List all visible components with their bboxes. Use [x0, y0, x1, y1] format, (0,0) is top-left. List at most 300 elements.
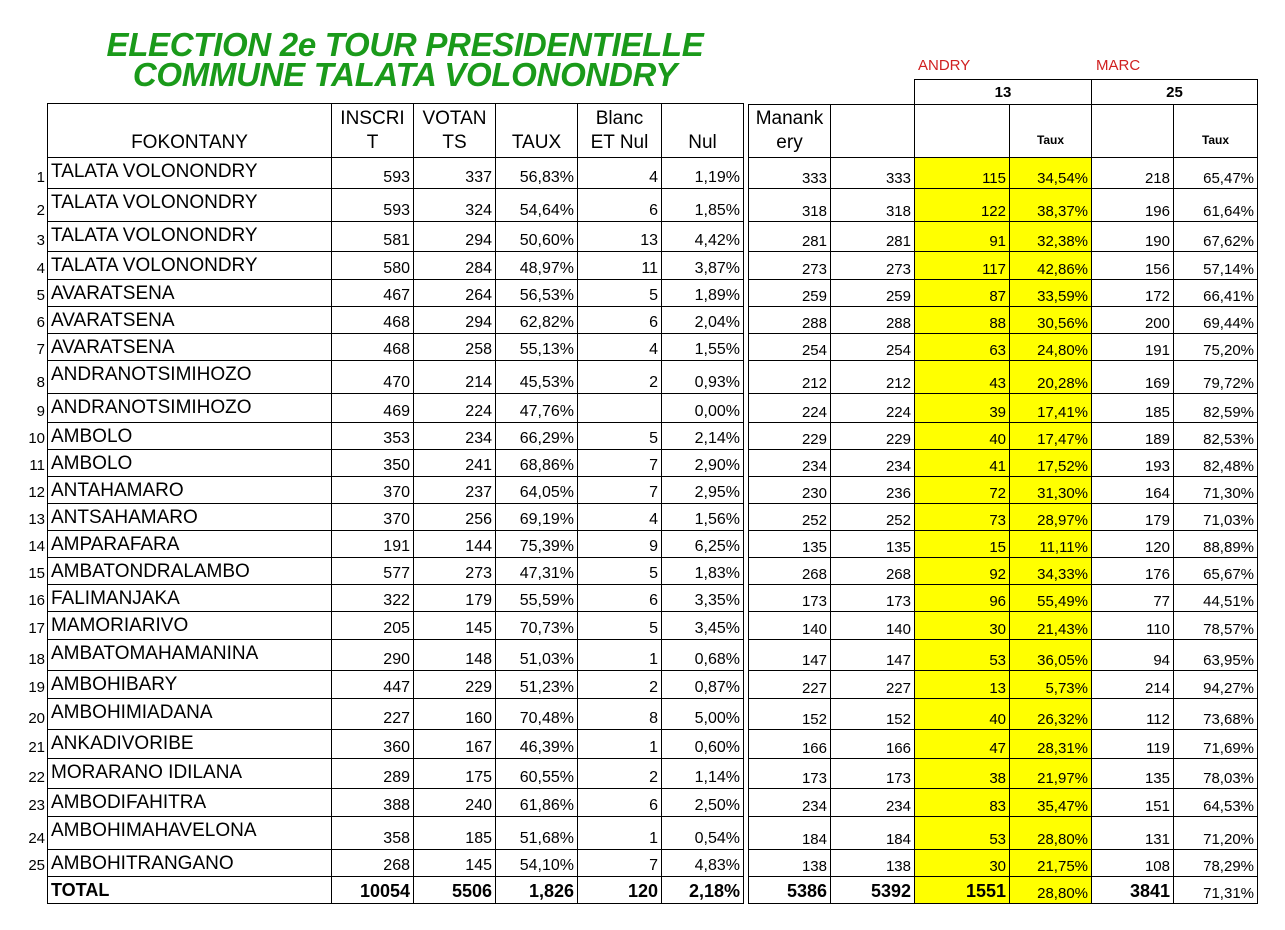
table-row-right: [749, 222, 1258, 252]
cell-blanc: 7: [578, 850, 662, 877]
cell-blanc: 6: [578, 789, 662, 817]
cell-manankery: 147: [749, 640, 831, 671]
cell-nul: 2,04%: [662, 307, 744, 334]
cell-exprimes: 227: [831, 671, 915, 699]
cell-blanc: 1: [578, 817, 662, 850]
cell-exprimes: 147: [831, 640, 915, 671]
cell-blanc: 5: [578, 280, 662, 307]
table-row: [48, 394, 744, 423]
row-number: 7: [36, 341, 45, 358]
cell-blanc: [578, 394, 662, 423]
cell-marc-taux: 65,47%: [1174, 158, 1258, 189]
table-row: [48, 699, 744, 730]
cell-nul: 2,50%: [662, 789, 744, 817]
cell-blanc: 6: [578, 189, 662, 222]
fokontany-name: AMBODIFAHITRA: [48, 789, 332, 817]
cell-taux: 51,03%: [496, 640, 578, 671]
cell-votants: 294: [414, 222, 496, 252]
results-table-right: [748, 79, 1258, 904]
total-row-right: [749, 877, 1258, 904]
header-marc-votes: [1092, 105, 1174, 158]
fokontany-name: TOTAL: [48, 877, 332, 904]
cell-andry-taux: 28,97%: [1010, 504, 1092, 531]
cell-andry-taux: 34,54%: [1010, 158, 1092, 189]
cell-nul: 2,95%: [662, 477, 744, 504]
cell-andry-taux: 26,32%: [1010, 699, 1092, 730]
fokontany-name: AVARATSENA: [48, 334, 332, 361]
cell-andry-votes: 38: [915, 759, 1010, 789]
cell-andry-taux: 17,47%: [1010, 423, 1092, 450]
cell-nul: 1,55%: [662, 334, 744, 361]
cell-blanc: 2: [578, 361, 662, 394]
table-row-right: [749, 850, 1258, 877]
header-votants-l1: VOTAN: [422, 108, 487, 129]
cell-marc-votes: 112: [1092, 699, 1174, 730]
cell-andry-taux: 17,41%: [1010, 394, 1092, 423]
cell-exprimes: 224: [831, 394, 915, 423]
cell-nul: 4,42%: [662, 222, 744, 252]
row-number: 20: [28, 710, 45, 727]
table-row-right: [749, 671, 1258, 699]
cell-blanc: 4: [578, 334, 662, 361]
cell-andry-taux: 35,47%: [1010, 789, 1092, 817]
fokontany-name: AMBOHIBARY: [48, 671, 332, 699]
cell-votants: 5506: [414, 877, 496, 904]
candidate-number-25: 25: [1092, 80, 1258, 105]
cell-marc-taux: 71,31%: [1174, 877, 1258, 904]
cell-taux: 54,10%: [496, 850, 578, 877]
fokontany-name: TALATA VOLONONDRY: [48, 158, 332, 189]
cell-exprimes: 252: [831, 504, 915, 531]
cell-votants: 258: [414, 334, 496, 361]
cell-marc-taux: 82,53%: [1174, 423, 1258, 450]
cell-marc-taux: 73,68%: [1174, 699, 1258, 730]
table-row: [48, 252, 744, 280]
cell-inscrit: 360: [332, 730, 414, 759]
cell-votants: 337: [414, 158, 496, 189]
cell-andry-taux: 42,86%: [1010, 252, 1092, 280]
table-row-right: [749, 252, 1258, 280]
table-row: [48, 585, 744, 612]
cell-manankery: 173: [749, 759, 831, 789]
header-inscrit-l2: T: [366, 132, 379, 153]
cell-taux: 56,53%: [496, 280, 578, 307]
header-inscrit-l1: INSCRI: [340, 108, 405, 129]
table-row: [48, 640, 744, 671]
fokontany-name: AVARATSENA: [48, 307, 332, 334]
fokontany-name: AMBATONDRALAMBO: [48, 558, 332, 585]
cell-exprimes: 254: [831, 334, 915, 361]
cell-taux: 64,05%: [496, 477, 578, 504]
fokontany-name: AMBOLO: [48, 423, 332, 450]
cell-manankery: 259: [749, 280, 831, 307]
cell-blanc: 6: [578, 307, 662, 334]
cell-marc-votes: 191: [1092, 334, 1174, 361]
table-row: [48, 189, 744, 222]
fokontany-name: MORARANO IDILANA: [48, 759, 332, 789]
cell-marc-votes: 151: [1092, 789, 1174, 817]
cell-inscrit: 593: [332, 189, 414, 222]
cell-marc-taux: 88,89%: [1174, 531, 1258, 558]
cell-manankery: 318: [749, 189, 831, 222]
cell-marc-votes: 77: [1092, 585, 1174, 612]
cell-marc-taux: 67,62%: [1174, 222, 1258, 252]
cell-votants: 234: [414, 423, 496, 450]
cell-andry-votes: 43: [915, 361, 1010, 394]
table-row: [48, 558, 744, 585]
fokontany-name: AMBOHIMIADANA: [48, 699, 332, 730]
cell-andry-votes: 73: [915, 504, 1010, 531]
cell-marc-taux: 82,59%: [1174, 394, 1258, 423]
cell-nul: 0,93%: [662, 361, 744, 394]
cell-andry-votes: 87: [915, 280, 1010, 307]
cell-inscrit: 205: [332, 612, 414, 640]
cell-andry-votes: 30: [915, 850, 1010, 877]
cell-inscrit: 467: [332, 280, 414, 307]
cell-votants: 144: [414, 531, 496, 558]
cell-andry-taux: 28,31%: [1010, 730, 1092, 759]
cell-nul: 3,45%: [662, 612, 744, 640]
cell-manankery: 135: [749, 531, 831, 558]
candidate-number-row: [749, 80, 1258, 105]
cell-andry-votes: 1551: [915, 877, 1010, 904]
cell-taux: 51,23%: [496, 671, 578, 699]
cell-nul: 1,89%: [662, 280, 744, 307]
fokontany-name: ANDRANOTSIMIHOZO: [48, 361, 332, 394]
table-row: [48, 158, 744, 189]
cell-votants: 160: [414, 699, 496, 730]
cell-marc-votes: 179: [1092, 504, 1174, 531]
cell-votants: 229: [414, 671, 496, 699]
cell-andry-taux: 11,11%: [1010, 531, 1092, 558]
cell-marc-taux: 78,03%: [1174, 759, 1258, 789]
table-row-right: [749, 477, 1258, 504]
cell-andry-taux: 5,73%: [1010, 671, 1092, 699]
cell-andry-taux: 28,80%: [1010, 817, 1092, 850]
cell-taux: 68,86%: [496, 450, 578, 477]
cell-votants: 294: [414, 307, 496, 334]
cell-marc-votes: 185: [1092, 394, 1174, 423]
row-number: 10: [28, 430, 45, 447]
cell-votants: 224: [414, 394, 496, 423]
cell-andry-taux: 28,80%: [1010, 877, 1092, 904]
cell-blanc: 11: [578, 252, 662, 280]
header-manankery: [749, 105, 831, 158]
cell-andry-votes: 91: [915, 222, 1010, 252]
cell-exprimes: 318: [831, 189, 915, 222]
header-nul: Nul: [662, 104, 744, 158]
cell-marc-votes: 218: [1092, 158, 1174, 189]
cell-votants: 284: [414, 252, 496, 280]
header-inscrit: [332, 104, 414, 158]
cell-taux: 70,73%: [496, 612, 578, 640]
cell-inscrit: 227: [332, 699, 414, 730]
cell-inscrit: 289: [332, 759, 414, 789]
cell-manankery: 288: [749, 307, 831, 334]
row-number: 9: [36, 403, 45, 420]
cell-blanc: 13: [578, 222, 662, 252]
cell-votants: 264: [414, 280, 496, 307]
cell-nul: 1,85%: [662, 189, 744, 222]
cell-andry-taux: 21,97%: [1010, 759, 1092, 789]
cell-andry-votes: 39: [915, 394, 1010, 423]
cell-nul: 0,54%: [662, 817, 744, 850]
cell-taux: 54,64%: [496, 189, 578, 222]
row-number: 6: [36, 314, 45, 331]
cell-marc-votes: 120: [1092, 531, 1174, 558]
row-number: 13: [28, 511, 45, 528]
table-row: [48, 730, 744, 759]
cell-andry-votes: 83: [915, 789, 1010, 817]
cell-nul: 1,19%: [662, 158, 744, 189]
cell-marc-votes: 200: [1092, 307, 1174, 334]
table-row: [48, 759, 744, 789]
cell-andry-votes: 72: [915, 477, 1010, 504]
fokontany-name: AMBOHITRANGANO: [48, 850, 332, 877]
cell-nul: 0,87%: [662, 671, 744, 699]
cell-marc-taux: 66,41%: [1174, 280, 1258, 307]
header-manankery-l1: Manank: [755, 108, 824, 129]
header-taux: TAUX: [496, 104, 578, 158]
cell-marc-taux: 71,30%: [1174, 477, 1258, 504]
cell-andry-votes: 41: [915, 450, 1010, 477]
table-row: [48, 789, 744, 817]
fokontany-name: AMBOLO: [48, 450, 332, 477]
cell-inscrit: 268: [332, 850, 414, 877]
cell-taux: 66,29%: [496, 423, 578, 450]
cell-andry-votes: 30: [915, 612, 1010, 640]
fokontany-name: TALATA VOLONONDRY: [48, 189, 332, 222]
cell-nul: 0,00%: [662, 394, 744, 423]
cell-andry-votes: 117: [915, 252, 1010, 280]
row-number: 12: [28, 484, 45, 501]
cell-taux: 47,31%: [496, 558, 578, 585]
cell-blanc: 6: [578, 585, 662, 612]
header-blanc: [578, 104, 662, 158]
cell-exprimes: 234: [831, 789, 915, 817]
cell-blanc: 7: [578, 477, 662, 504]
cell-exprimes: 5392: [831, 877, 915, 904]
header-manankery-l2: ery: [776, 132, 803, 153]
cell-nul: 1,83%: [662, 558, 744, 585]
cell-taux: 45,53%: [496, 361, 578, 394]
cell-marc-votes: 190: [1092, 222, 1174, 252]
row-number: 4: [36, 260, 45, 277]
cell-inscrit: 370: [332, 477, 414, 504]
table-row-right: [749, 423, 1258, 450]
row-number: 14: [28, 538, 45, 555]
cell-taux: 48,97%: [496, 252, 578, 280]
cell-blanc: 120: [578, 877, 662, 904]
cell-andry-taux: 33,59%: [1010, 280, 1092, 307]
cell-manankery: 152: [749, 699, 831, 730]
fokontany-name: AMBATOMAHAMANINA: [48, 640, 332, 671]
table-row: [48, 334, 744, 361]
cell-marc-taux: 79,72%: [1174, 361, 1258, 394]
row-number: 15: [28, 565, 45, 582]
cell-votants: 145: [414, 612, 496, 640]
cell-exprimes: 236: [831, 477, 915, 504]
row-number: 21: [28, 739, 45, 756]
cell-manankery: 252: [749, 504, 831, 531]
cell-taux: 55,13%: [496, 334, 578, 361]
cell-marc-taux: 78,57%: [1174, 612, 1258, 640]
fokontany-name: MAMORIARIVO: [48, 612, 332, 640]
cell-marc-taux: 64,53%: [1174, 789, 1258, 817]
cell-blanc: 4: [578, 504, 662, 531]
cell-exprimes: 173: [831, 759, 915, 789]
cell-exprimes: 152: [831, 699, 915, 730]
cell-inscrit: 577: [332, 558, 414, 585]
cell-inscrit: 388: [332, 789, 414, 817]
table-row-right: [749, 280, 1258, 307]
cell-nul: 3,87%: [662, 252, 744, 280]
cell-andry-taux: 55,49%: [1010, 585, 1092, 612]
row-number: 16: [28, 592, 45, 609]
fokontany-name: ANKADIVORIBE: [48, 730, 332, 759]
cell-marc-taux: 65,67%: [1174, 558, 1258, 585]
cell-votants: 273: [414, 558, 496, 585]
cell-andry-votes: 53: [915, 640, 1010, 671]
cell-marc-taux: 63,95%: [1174, 640, 1258, 671]
cell-nul: 1,56%: [662, 504, 744, 531]
row-number: 25: [28, 857, 45, 874]
cell-marc-votes: 156: [1092, 252, 1174, 280]
cell-marc-votes: 135: [1092, 759, 1174, 789]
cell-exprimes: 281: [831, 222, 915, 252]
header-andry-taux: Taux: [1010, 105, 1092, 158]
cell-inscrit: 593: [332, 158, 414, 189]
cell-taux: 1,826: [496, 877, 578, 904]
cell-marc-taux: 69,44%: [1174, 307, 1258, 334]
cell-andry-votes: 115: [915, 158, 1010, 189]
row-number: 22: [28, 769, 45, 786]
table-row-right: [749, 558, 1258, 585]
cell-inscrit: 370: [332, 504, 414, 531]
table-row-right: [749, 189, 1258, 222]
cell-marc-votes: 110: [1092, 612, 1174, 640]
cell-inscrit: 191: [332, 531, 414, 558]
cell-marc-votes: 172: [1092, 280, 1174, 307]
cell-inscrit: 469: [332, 394, 414, 423]
fokontany-name: ANDRANOTSIMIHOZO: [48, 394, 332, 423]
cell-andry-taux: 21,43%: [1010, 612, 1092, 640]
cell-manankery: 166: [749, 730, 831, 759]
table-row: [48, 671, 744, 699]
cell-andry-taux: 32,38%: [1010, 222, 1092, 252]
cell-taux: 75,39%: [496, 531, 578, 558]
cell-manankery: 184: [749, 817, 831, 850]
cell-manankery: 254: [749, 334, 831, 361]
cell-nul: 2,18%: [662, 877, 744, 904]
cell-andry-votes: 122: [915, 189, 1010, 222]
header-votants: [414, 104, 496, 158]
cell-marc-taux: 71,03%: [1174, 504, 1258, 531]
cell-marc-votes: 3841: [1092, 877, 1174, 904]
table-row-right: [749, 361, 1258, 394]
cell-andry-taux: 30,56%: [1010, 307, 1092, 334]
cell-manankery: 273: [749, 252, 831, 280]
cell-blanc: 2: [578, 759, 662, 789]
cell-exprimes: 229: [831, 423, 915, 450]
cell-inscrit: 358: [332, 817, 414, 850]
header-marc-taux: Taux: [1174, 105, 1258, 158]
cell-manankery: 229: [749, 423, 831, 450]
cell-andry-taux: 34,33%: [1010, 558, 1092, 585]
cell-blanc: 4: [578, 158, 662, 189]
cell-marc-taux: 44,51%: [1174, 585, 1258, 612]
cell-manankery: 224: [749, 394, 831, 423]
cell-taux: 47,76%: [496, 394, 578, 423]
cell-andry-votes: 47: [915, 730, 1010, 759]
table-row-right: [749, 759, 1258, 789]
cell-marc-votes: 131: [1092, 817, 1174, 850]
cell-inscrit: 470: [332, 361, 414, 394]
cell-andry-votes: 88: [915, 307, 1010, 334]
cell-exprimes: 138: [831, 850, 915, 877]
cell-manankery: 230: [749, 477, 831, 504]
table-row: [48, 612, 744, 640]
cell-manankery: 333: [749, 158, 831, 189]
cell-manankery: 212: [749, 361, 831, 394]
table-row: [48, 361, 744, 394]
cell-blanc: 9: [578, 531, 662, 558]
cell-andry-taux: 20,28%: [1010, 361, 1092, 394]
cell-taux: 61,86%: [496, 789, 578, 817]
cell-manankery: 227: [749, 671, 831, 699]
cell-marc-votes: 94: [1092, 640, 1174, 671]
cell-nul: 4,83%: [662, 850, 744, 877]
table-row: [48, 531, 744, 558]
row-number: 2: [36, 202, 45, 219]
cell-votants: 185: [414, 817, 496, 850]
cell-exprimes: 135: [831, 531, 915, 558]
cell-manankery: 138: [749, 850, 831, 877]
cell-inscrit: 468: [332, 334, 414, 361]
cell-inscrit: 468: [332, 307, 414, 334]
table-row-right: [749, 394, 1258, 423]
table-row: [48, 850, 744, 877]
row-number: 24: [28, 830, 45, 847]
cell-marc-taux: 82,48%: [1174, 450, 1258, 477]
table-row-right: [749, 699, 1258, 730]
cell-marc-votes: 176: [1092, 558, 1174, 585]
row-number: 5: [36, 287, 45, 304]
cell-marc-taux: 94,27%: [1174, 671, 1258, 699]
cell-andry-taux: 38,37%: [1010, 189, 1092, 222]
cell-andry-taux: 17,52%: [1010, 450, 1092, 477]
cell-votants: 179: [414, 585, 496, 612]
cell-manankery: 268: [749, 558, 831, 585]
cell-nul: 0,68%: [662, 640, 744, 671]
row-number: 17: [28, 620, 45, 637]
cell-exprimes: 268: [831, 558, 915, 585]
row-number: 11: [29, 457, 45, 474]
cell-taux: 60,55%: [496, 759, 578, 789]
table-row: [48, 504, 744, 531]
cell-taux: 50,60%: [496, 222, 578, 252]
row-number: 18: [28, 651, 45, 668]
cell-nul: 6,25%: [662, 531, 744, 558]
cell-marc-votes: 193: [1092, 450, 1174, 477]
header-fokontany: FOKONTANY: [48, 104, 332, 158]
right-header-row: [749, 105, 1258, 158]
cell-manankery: 5386: [749, 877, 831, 904]
cell-votants: 237: [414, 477, 496, 504]
fokontany-name: AMPARAFARA: [48, 531, 332, 558]
cell-blanc: 5: [578, 612, 662, 640]
cell-votants: 256: [414, 504, 496, 531]
